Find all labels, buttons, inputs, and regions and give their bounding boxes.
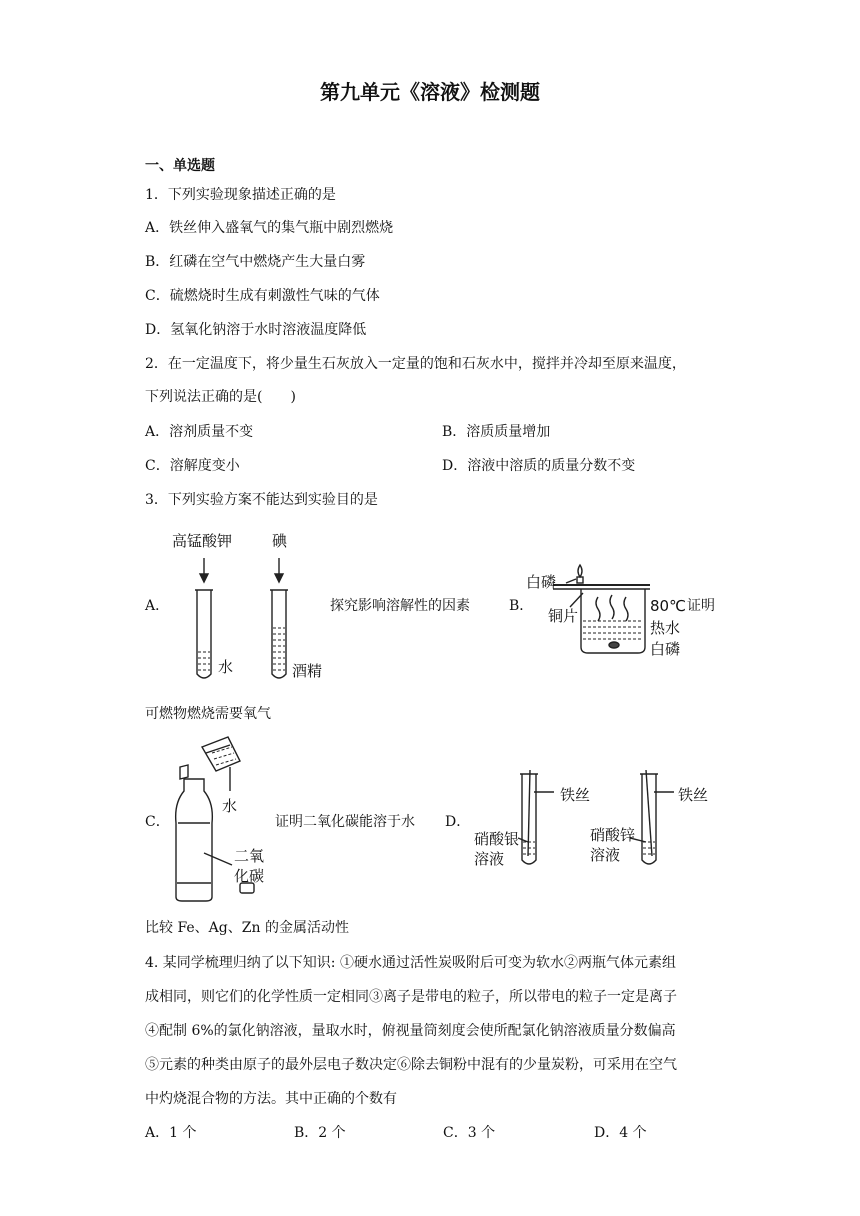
q4-line2: 成相同，则它们的化学性质一定相同③离子是带电的粒子，所以带电的粒子一定是离子 (145, 989, 677, 1005)
label-white-phosphorus-top: 白磷 (526, 573, 557, 591)
label-potassium-permanganate: 高锰酸钾 (172, 532, 233, 550)
q2-option-d: D．溶液中溶质的质量分数不变 (442, 458, 636, 474)
label-white-phosphorus-bottom: 白磷 (650, 640, 681, 658)
q3-option-d-letter: D． (445, 814, 471, 830)
q4-option-d: D．4 个 (594, 1125, 647, 1141)
label-80c: 80℃ (650, 597, 686, 615)
q2-option-c: C．溶解度变小 (145, 458, 240, 474)
label-zinc-nitrate-line2: 溶液 (590, 846, 621, 864)
q4-line4: ⑤元素的种类由原子的最外层电子数决定⑥除去铜粉中混有的少量炭粉，可采用在空气 (145, 1057, 677, 1073)
figure-d-metal-activity (470, 770, 720, 875)
q4-option-a: A．1 个 (145, 1125, 197, 1141)
figure-a-test-tubes (166, 530, 336, 690)
q3-option-c-letter: C． (145, 814, 170, 830)
q3-option-c-text: 证明二氧化碳能溶于水 (275, 814, 415, 830)
q1-option-a: A．铁丝伸入盛氧气的集气瓶中剧烈燃烧 (145, 220, 394, 236)
q2-option-a: A．溶剂质量不变 (145, 424, 254, 440)
label-hot-water: 热水 (650, 619, 681, 637)
q2-stem-line1: 2．在一定温度下，将少量生石灰放入一定量的饱和石灰水中，搅拌并冷却至原来温度， (145, 356, 686, 372)
q3-stem: 3．下列实验方案不能达到实验目的是 (145, 492, 378, 508)
q3-option-b-text2: 可燃物燃烧需要氧气 (145, 706, 271, 722)
q4-line5: 中灼烧混合物的方法。其中正确的个数有 (145, 1091, 397, 1107)
label-iron-wire-2: 铁丝 (678, 786, 709, 804)
label-iodine: 碘 (272, 532, 288, 550)
q2-stem-line2: 下列说法正确的是( ) (145, 389, 296, 405)
label-water: 水 (222, 797, 238, 815)
q1-option-b: B．红磷在空气中燃烧产生大量白雾 (145, 254, 366, 270)
q1-stem: 1．下列实验现象描述正确的是 (145, 187, 336, 203)
page-title: 第九单元《溶液》检测题 (320, 80, 540, 104)
label-zinc-nitrate-line1: 硝酸锌 (590, 826, 636, 844)
q1-option-d: D．氢氧化钠溶于水时溶液温度降低 (145, 322, 367, 338)
q4-option-b: B．2 个 (294, 1125, 346, 1141)
q3-option-a-letter: A． (145, 598, 170, 614)
q3-option-a-text: 探究影响溶解性的因素 (330, 598, 470, 614)
label-water: 水 (218, 658, 234, 676)
figure-c-plastic-bottle (170, 733, 280, 903)
q4-line3: ④配制 6%的氯化钠溶液，量取水时，俯视量筒刻度会使所配氯化钠溶液质量分数偏高 (145, 1023, 676, 1039)
q3-option-d-text: 比较 Fe、Ag、Zn 的金属活动性 (145, 920, 349, 936)
section-heading: 一、单选题 (145, 158, 215, 174)
label-iron-wire-1: 铁丝 (560, 786, 591, 804)
q4-option-c: C．3 个 (443, 1125, 496, 1141)
q2-option-b: B．溶质质量增加 (442, 424, 551, 440)
figure-b-combustion-beaker (528, 553, 688, 663)
q3-option-b-letter: B． (509, 598, 534, 614)
label-co2-line1: 二氧 (234, 847, 265, 865)
q1-option-c: C．硫燃烧时生成有刺激性气味的气体 (145, 288, 380, 304)
label-silver-nitrate-line1: 硝酸银 (474, 830, 520, 848)
q3-option-b-text1: 证明 (687, 598, 715, 614)
label-co2-line2: 化碳 (234, 867, 265, 885)
label-copper-sheet: 铜片 (548, 607, 579, 625)
q4-line1: 4. 某同学梳理归纳了以下知识: ①硬水通过活性炭吸附后可变为软水②两瓶气体元素组 (145, 955, 676, 971)
label-silver-nitrate-line2: 溶液 (474, 850, 505, 868)
label-alcohol: 酒精 (292, 662, 323, 680)
